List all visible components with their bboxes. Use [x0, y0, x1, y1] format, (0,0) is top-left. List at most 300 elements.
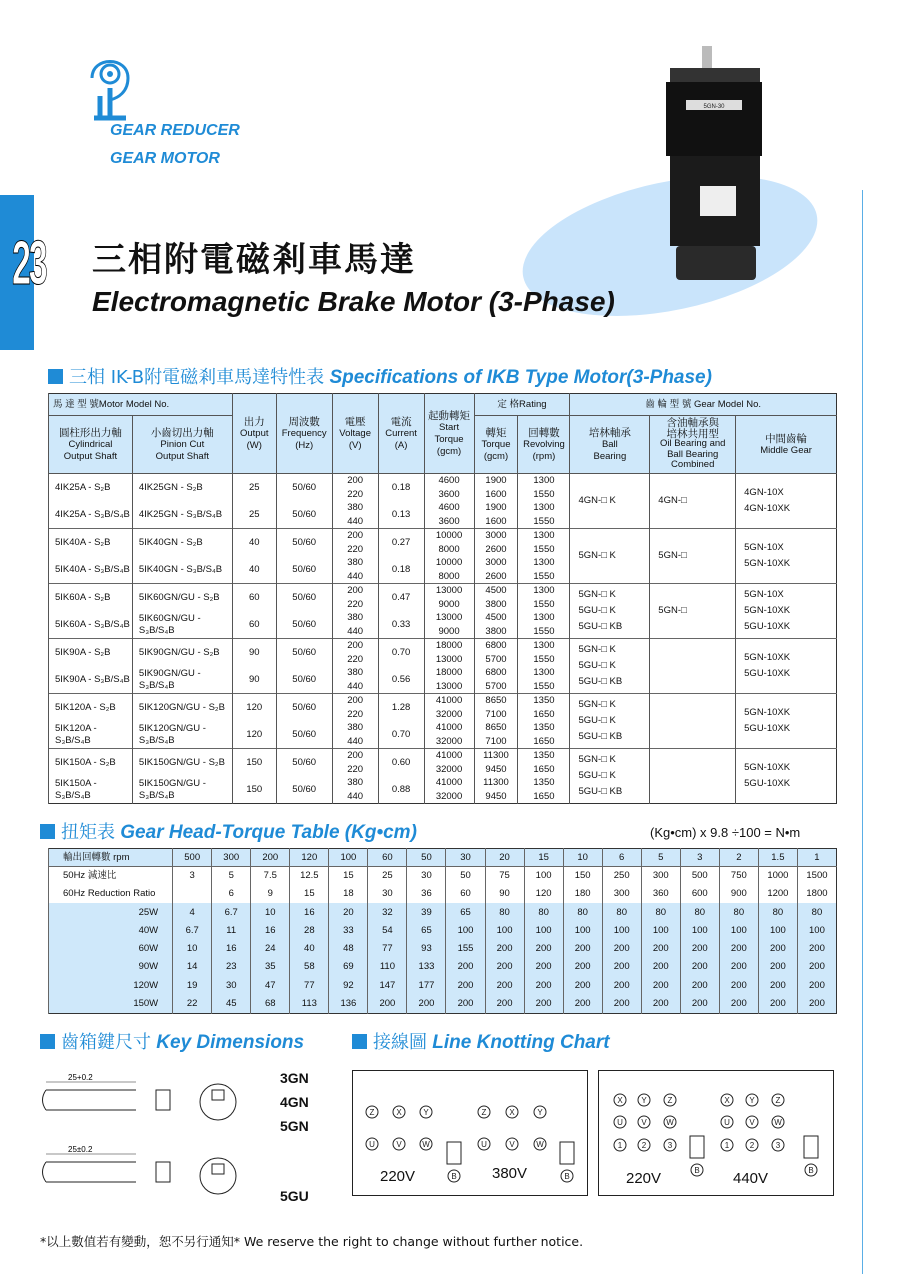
cell-rpm: 1300 1550: [518, 666, 570, 694]
cell-start-torque: 41000 32000: [424, 721, 474, 749]
row-label: 輸出回轉數 rpm: [49, 849, 173, 867]
cell-output: 90: [232, 639, 276, 667]
motor-product-image: [650, 46, 770, 282]
cell-voltage: 200 220: [332, 694, 378, 722]
hdr-pinion: 小齒切出力軸 Pinion Cut Output Shaft: [132, 416, 232, 474]
row-label: 25W: [49, 903, 173, 921]
torque-power-row: [49, 995, 837, 1013]
cell-ball-bearing: 5GN-□ K 5GU-□ K 5GU-□ KB: [570, 639, 650, 694]
torque-cell: 10: [173, 940, 212, 958]
svg-text:3: 3: [775, 1141, 781, 1150]
svg-text:V: V: [641, 1118, 647, 1127]
cell-voltage: 200 220: [332, 474, 378, 502]
svg-text:3: 3: [667, 1141, 673, 1150]
cell-pinion-model: 5IK150GN/GU - S₃B/S₄B: [132, 776, 232, 804]
cell-start-torque: 18000 13000: [424, 666, 474, 694]
line-section-heading: [352, 1028, 610, 1054]
torque-cell: 110: [368, 958, 407, 976]
torque-cell: 69: [329, 958, 368, 976]
spec-section-heading: [48, 363, 712, 389]
cell-start-torque: 41000 32000: [424, 694, 474, 722]
torque-power-row: [49, 903, 837, 921]
torque-cell: 200: [524, 977, 563, 995]
cell-current: 0.18: [378, 474, 424, 502]
cell-torque: 1900 1600: [474, 474, 518, 502]
torque-cell: 6.7: [212, 903, 251, 921]
torque-cell: 200: [485, 977, 524, 995]
cell-ball-bearing: 5GN-□ K: [570, 529, 650, 584]
svg-text:X: X: [617, 1096, 623, 1105]
torque-ratio-50hz-row: [49, 867, 837, 885]
cell-rpm: 1350 1650: [518, 694, 570, 722]
cell-cylindrical-model: 5IK120A - S₃B/S₄B: [49, 721, 133, 749]
cell-output: 25: [232, 501, 276, 529]
hdr-gear-model: 齒 輪 型 號 Gear Model No.: [570, 394, 837, 416]
cell-current: 0.18: [378, 556, 424, 584]
torque-cell: 60: [446, 885, 485, 903]
cell-pinion-model: 5IK90GN/GU - S₃B/S₄B: [132, 666, 232, 694]
svg-text:B: B: [808, 1166, 814, 1175]
cell-output: 40: [232, 556, 276, 584]
torque-cell: 1: [797, 849, 836, 867]
torque-cell: 200: [524, 958, 563, 976]
svg-text:W: W: [774, 1118, 782, 1127]
torque-cell: 200: [719, 995, 758, 1013]
cell-ball-bearing: 5GN-□ K 5GU-□ K 5GU-□ KB: [570, 694, 650, 749]
svg-text:U: U: [724, 1118, 730, 1127]
section-bullet-icon: [352, 1034, 367, 1049]
svg-text:U: U: [481, 1140, 487, 1149]
cell-rpm: 1300 1550: [518, 584, 570, 612]
cell-torque: 8650 7100: [474, 721, 518, 749]
cell-frequency: 50/60: [276, 749, 332, 777]
svg-text:1: 1: [724, 1141, 730, 1150]
company-logo: [80, 48, 140, 128]
torque-cell: 100: [719, 922, 758, 940]
cell-voltage: 380 440: [332, 501, 378, 529]
line-heading-cn: 接線圖: [373, 1032, 427, 1053]
torque-cell: 15: [290, 885, 329, 903]
key-heading-en: Key Dimensions: [156, 1032, 305, 1053]
torque-cell: 750: [719, 867, 758, 885]
key-length-top: 25+0.2: [68, 1073, 93, 1082]
cell-pinion-model: 4IK25GN - S₂B: [132, 474, 232, 502]
hdr-rating: 定 格Rating: [474, 394, 570, 416]
spec-row: [49, 529, 837, 557]
svg-text:B: B: [451, 1172, 457, 1181]
cell-frequency: 50/60: [276, 776, 332, 804]
torque-cell: 900: [719, 885, 758, 903]
svg-text:X: X: [724, 1096, 730, 1105]
cell-frequency: 50/60: [276, 666, 332, 694]
svg-text:2: 2: [749, 1141, 755, 1150]
svg-text:Z: Z: [369, 1108, 375, 1117]
cell-combined: [650, 694, 736, 749]
torque-heading-cn: 扭矩表: [61, 822, 115, 843]
torque-cell: 23: [212, 958, 251, 976]
torque-cell: 60: [368, 849, 407, 867]
cell-torque: 3000 2600: [474, 556, 518, 584]
cell-current: 0.47: [378, 584, 424, 612]
torque-cell: 180: [563, 885, 602, 903]
torque-cell: 133: [407, 958, 446, 976]
torque-cell: 200: [563, 977, 602, 995]
torque-cell: 200: [602, 940, 641, 958]
torque-cell: 120: [290, 849, 329, 867]
cell-middle-gear: 4GN-10X 4GN-10XK: [736, 474, 837, 529]
spec-row: [49, 639, 837, 667]
svg-text:Z: Z: [667, 1096, 673, 1105]
spec-table: [48, 393, 837, 804]
torque-cell: 30: [212, 977, 251, 995]
cell-start-torque: 10000 8000: [424, 556, 474, 584]
cell-torque: 4500 3800: [474, 584, 518, 612]
label-4gn: 4GN: [280, 1094, 309, 1110]
row-label: 40W: [49, 922, 173, 940]
torque-cell: 100: [758, 922, 797, 940]
cell-cylindrical-model: 5IK40A - S₃B/S₄B: [49, 556, 133, 584]
torque-cell: 200: [485, 958, 524, 976]
cell-frequency: 50/60: [276, 529, 332, 557]
torque-cell: 300: [602, 885, 641, 903]
voltage-label-3: 220V: [626, 1170, 662, 1187]
torque-cell: 200: [446, 995, 485, 1013]
row-label: 90W: [49, 958, 173, 976]
torque-cell: 6: [212, 885, 251, 903]
label-5gu: 5GU: [280, 1188, 309, 1204]
torque-cell: 65: [446, 903, 485, 921]
svg-text:W: W: [666, 1118, 674, 1127]
torque-cell: 4: [173, 903, 212, 921]
section-bullet-icon: [40, 1034, 55, 1049]
torque-cell: 20: [329, 903, 368, 921]
torque-cell: 25: [368, 867, 407, 885]
cell-torque: 1900 1600: [474, 501, 518, 529]
torque-cell: 5: [212, 867, 251, 885]
torque-cell: 7.5: [251, 867, 290, 885]
cell-current: 1.28: [378, 694, 424, 722]
torque-cell: 300: [212, 849, 251, 867]
spec-row: [49, 694, 837, 722]
torque-cell: 100: [446, 922, 485, 940]
cell-start-torque: 4600 3600: [424, 501, 474, 529]
cell-rpm: 1350 1650: [518, 776, 570, 804]
cell-pinion-model: 5IK60GN/GU - S₂B: [132, 584, 232, 612]
cell-frequency: 50/60: [276, 694, 332, 722]
brand-line-1: GEAR REDUCER: [110, 122, 240, 139]
torque-cell: 200: [368, 995, 407, 1013]
torque-cell: 200: [797, 977, 836, 995]
cell-voltage: 380 440: [332, 666, 378, 694]
svg-text:B: B: [564, 1172, 570, 1181]
voltage-label-1: 220V: [380, 1168, 416, 1185]
torque-cell: 9: [251, 885, 290, 903]
cell-voltage: 380 440: [332, 611, 378, 639]
torque-cell: 113: [290, 995, 329, 1013]
torque-cell: 155: [446, 940, 485, 958]
cell-torque: 11300 9450: [474, 749, 518, 777]
torque-cell: 80: [680, 903, 719, 921]
cell-pinion-model: 5IK60GN/GU - S₃B/S₄B: [132, 611, 232, 639]
cell-frequency: 50/60: [276, 639, 332, 667]
cell-torque: 6800 5700: [474, 666, 518, 694]
torque-cell: 15: [329, 867, 368, 885]
svg-text:Z: Z: [775, 1096, 781, 1105]
cell-voltage: 200 220: [332, 749, 378, 777]
svg-text:W: W: [536, 1140, 544, 1149]
hdr-combined: 含油軸承與 培林共用型 Oil Bearing and Ball Bearing Combined: [650, 416, 736, 474]
spec-row: [49, 584, 837, 612]
torque-cell: 5: [641, 849, 680, 867]
torque-cell: 500: [173, 849, 212, 867]
cell-current: 0.33: [378, 611, 424, 639]
svg-text:U: U: [369, 1140, 375, 1149]
cell-output: 150: [232, 749, 276, 777]
cell-combined: 5GN-□: [650, 584, 736, 639]
hdr-model-no: 馬 達 型 號Motor Model No.: [49, 394, 233, 416]
torque-cell: 500: [680, 867, 719, 885]
torque-cell: 35: [251, 958, 290, 976]
cell-output: 60: [232, 584, 276, 612]
torque-cell: 6: [602, 849, 641, 867]
torque-cell: 200: [641, 958, 680, 976]
torque-cell: 200: [758, 995, 797, 1013]
cell-torque: 6800 5700: [474, 639, 518, 667]
cell-output: 40: [232, 529, 276, 557]
cell-output: 150: [232, 776, 276, 804]
page-border-line: [862, 190, 863, 1274]
svg-text:2: 2: [641, 1141, 647, 1150]
cell-current: 0.88: [378, 776, 424, 804]
torque-table: [48, 848, 837, 1014]
torque-cell: 200: [797, 995, 836, 1013]
cell-pinion-model: 5IK40GN - S₃B/S₄B: [132, 556, 232, 584]
torque-cell: 28: [290, 922, 329, 940]
torque-cell: 75: [485, 867, 524, 885]
cell-rpm: 1300 1550: [518, 529, 570, 557]
hdr-cylindrical: 圓柱形出力軸 Cylindrical Output Shaft: [49, 416, 133, 474]
torque-cell: 360: [641, 885, 680, 903]
row-label: 120W: [49, 977, 173, 995]
cell-torque: 11300 9450: [474, 776, 518, 804]
hdr-frequency: 周波數 Frequency (Hz): [276, 394, 332, 474]
torque-cell: 150: [563, 867, 602, 885]
cell-output: 60: [232, 611, 276, 639]
torque-cell: 200: [602, 995, 641, 1013]
torque-cell: 200: [524, 995, 563, 1013]
torque-cell: 10: [563, 849, 602, 867]
torque-cell: 3: [173, 867, 212, 885]
torque-cell: 136: [329, 995, 368, 1013]
torque-cell: 100: [329, 849, 368, 867]
torque-cell: 200: [641, 995, 680, 1013]
cell-rpm: 1300 1550: [518, 501, 570, 529]
torque-cell: 80: [797, 903, 836, 921]
cell-output: 90: [232, 666, 276, 694]
label-3gn: 3GN: [280, 1070, 309, 1086]
torque-cell: 30: [446, 849, 485, 867]
cell-output: 25: [232, 474, 276, 502]
torque-cell: 1.5: [758, 849, 797, 867]
cell-ball-bearing: 5GN-□ K 5GU-□ K 5GU-□ KB: [570, 584, 650, 639]
torque-cell: 22: [173, 995, 212, 1013]
torque-cell: 16: [251, 922, 290, 940]
torque-cell: 1500: [797, 867, 836, 885]
cell-torque: 4500 3800: [474, 611, 518, 639]
cell-voltage: 200 220: [332, 584, 378, 612]
svg-text:V: V: [509, 1140, 515, 1149]
line-heading-en: Line Knotting Chart: [432, 1032, 610, 1053]
torque-cell: 147: [368, 977, 407, 995]
svg-text:Y: Y: [423, 1108, 429, 1117]
cell-voltage: 380 440: [332, 776, 378, 804]
hdr-output: 出力 Output (W): [232, 394, 276, 474]
torque-cell: 80: [719, 903, 758, 921]
torque-cell: 200: [563, 995, 602, 1013]
torque-cell: 40: [290, 940, 329, 958]
torque-cell: 77: [368, 940, 407, 958]
torque-power-row: [49, 977, 837, 995]
torque-cell: 200: [602, 958, 641, 976]
torque-cell: 19: [173, 977, 212, 995]
torque-cell: 200: [251, 849, 290, 867]
torque-cell: 200: [680, 940, 719, 958]
cell-middle-gear: 5GN-10X 5GN-10XK: [736, 529, 837, 584]
voltage-label-4: 440V: [733, 1170, 769, 1187]
torque-cell: 36: [407, 885, 446, 903]
cell-pinion-model: 5IK40GN - S₂B: [132, 529, 232, 557]
torque-cell: 90: [485, 885, 524, 903]
torque-cell: 14: [173, 958, 212, 976]
cell-start-torque: 13000 9000: [424, 584, 474, 612]
torque-cell: 50: [407, 849, 446, 867]
torque-cell: [173, 885, 212, 903]
torque-cell: 24: [251, 940, 290, 958]
cell-start-torque: 41000 32000: [424, 749, 474, 777]
key-length-bottom: 25±0.2: [68, 1145, 93, 1154]
torque-cell: 10: [251, 903, 290, 921]
page-number: 23: [12, 229, 46, 298]
cell-ball-bearing: 5GN-□ K 5GU-□ K 5GU-□ KB: [570, 749, 650, 804]
cell-cylindrical-model: 5IK90A - S₂B: [49, 639, 133, 667]
torque-cell: 200: [797, 940, 836, 958]
cell-cylindrical-model: 5IK40A - S₂B: [49, 529, 133, 557]
cell-combined: 5GN-□: [650, 529, 736, 584]
cell-cylindrical-model: 4IK25A - S₃B/S₄B: [49, 501, 133, 529]
cell-middle-gear: 5GN-10XK 5GU-10XK: [736, 749, 837, 804]
torque-power-row: [49, 958, 837, 976]
cell-start-torque: 10000 8000: [424, 529, 474, 557]
page-title-en: Electromagnetic Brake Motor (3-Phase): [92, 286, 615, 317]
cell-output: 120: [232, 694, 276, 722]
section-bullet-icon: [40, 824, 55, 839]
torque-cell: 200: [485, 940, 524, 958]
svg-text:Z: Z: [481, 1108, 487, 1117]
torque-cell: 200: [641, 977, 680, 995]
hdr-torque: 轉矩 Torque (gcm): [474, 416, 518, 474]
torque-cell: 33: [329, 922, 368, 940]
torque-cell: 2: [719, 849, 758, 867]
key-heading-cn: 齒箱鍵尺寸: [61, 1032, 151, 1053]
torque-cell: 200: [758, 958, 797, 976]
cell-current: 0.60: [378, 749, 424, 777]
footnote: *以上數值若有變動，恕不另行通知* We reserve the right to change without further notice.: [40, 1234, 584, 1249]
svg-text:X: X: [396, 1108, 402, 1117]
torque-cell: 80: [524, 903, 563, 921]
cell-output: 120: [232, 721, 276, 749]
cell-current: 0.13: [378, 501, 424, 529]
torque-cell: 200: [680, 977, 719, 995]
cell-pinion-model: 5IK120GN/GU - S₂B: [132, 694, 232, 722]
cell-voltage: 380 440: [332, 721, 378, 749]
cell-cylindrical-model: 5IK150A - S₂B: [49, 749, 133, 777]
torque-rpm-row: [49, 849, 837, 867]
page-title-cn: 三相附電磁剎車馬達: [92, 240, 416, 280]
torque-cell: 600: [680, 885, 719, 903]
cell-frequency: 50/60: [276, 474, 332, 502]
torque-cell: 200: [602, 977, 641, 995]
row-label: 150W: [49, 995, 173, 1013]
cell-cylindrical-model: 5IK90A - S₃B/S₄B: [49, 666, 133, 694]
torque-cell: 1200: [758, 885, 797, 903]
svg-text:U: U: [617, 1118, 623, 1127]
torque-cell: 200: [524, 940, 563, 958]
torque-cell: 80: [602, 903, 641, 921]
cell-ball-bearing: 4GN-□ K: [570, 474, 650, 529]
key-dimension-drawing: [36, 1050, 276, 1220]
torque-cell: 200: [680, 958, 719, 976]
torque-cell: 3: [680, 849, 719, 867]
torque-cell: 200: [563, 940, 602, 958]
torque-cell: 48: [329, 940, 368, 958]
torque-cell: 16: [212, 940, 251, 958]
cell-pinion-model: 5IK150GN/GU - S₂B: [132, 749, 232, 777]
cell-middle-gear: 5GN-10X 5GN-10XK 5GU-10XK: [736, 584, 837, 639]
torque-cell: 200: [407, 995, 446, 1013]
cell-cylindrical-model: 5IK60A - S₂B: [49, 584, 133, 612]
cell-frequency: 50/60: [276, 556, 332, 584]
cell-cylindrical-model: 5IK60A - S₃B/S₄B: [49, 611, 133, 639]
cell-combined: 4GN-□: [650, 474, 736, 529]
cell-current: 0.70: [378, 721, 424, 749]
torque-cell: 50: [446, 867, 485, 885]
cell-pinion-model: 5IK120GN/GU - S₃B/S₄B: [132, 721, 232, 749]
torque-cell: 93: [407, 940, 446, 958]
torque-cell: 18: [329, 885, 368, 903]
torque-cell: 58: [290, 958, 329, 976]
cell-current: 0.70: [378, 639, 424, 667]
cell-frequency: 50/60: [276, 584, 332, 612]
torque-cell: 200: [446, 958, 485, 976]
torque-cell: 100: [641, 922, 680, 940]
svg-text:Y: Y: [537, 1108, 543, 1117]
torque-cell: 100: [485, 922, 524, 940]
torque-cell: 200: [719, 940, 758, 958]
torque-cell: 177: [407, 977, 446, 995]
torque-cell: 300: [641, 867, 680, 885]
cell-rpm: 1300 1550: [518, 611, 570, 639]
torque-cell: 65: [407, 922, 446, 940]
cell-rpm: 1350 1650: [518, 721, 570, 749]
hdr-start-torque: 起動轉矩 Start Torque (gcm): [424, 394, 474, 474]
torque-cell: 100: [524, 922, 563, 940]
torque-cell: 16: [290, 903, 329, 921]
torque-heading-en: Gear Head-Torque Table (Kg•cm): [120, 822, 417, 843]
torque-power-row: [49, 922, 837, 940]
svg-text:W: W: [422, 1140, 430, 1149]
cell-frequency: 50/60: [276, 721, 332, 749]
hdr-middle-gear: 中間齒輪 Middle Gear: [736, 416, 837, 474]
